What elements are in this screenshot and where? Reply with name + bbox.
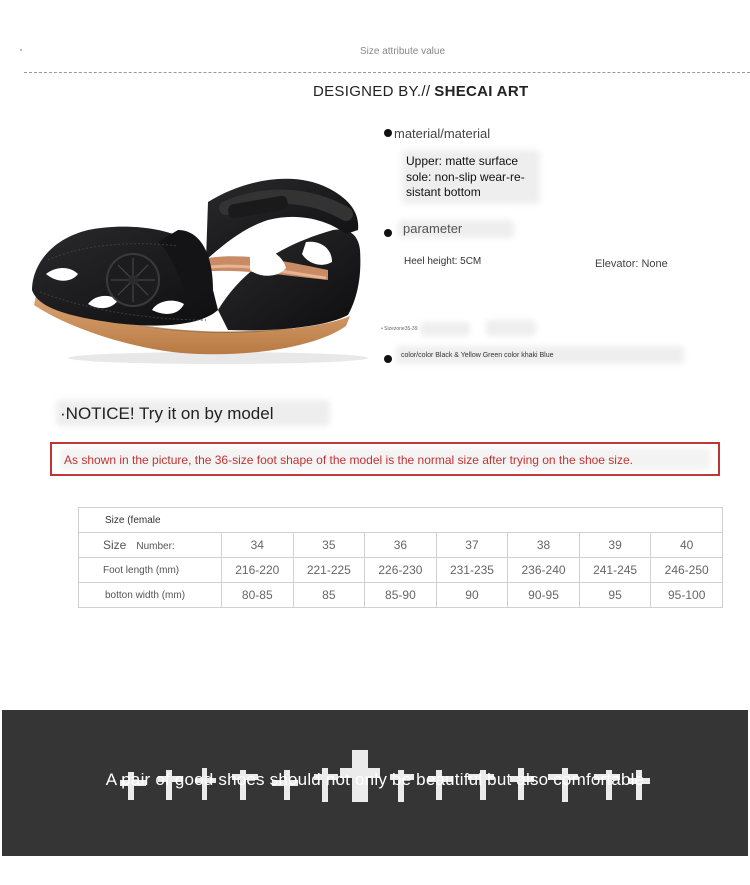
notice-message: As shown in the picture, the 36-size foot shape of the model is the normal size after trying on the shoe size. bbox=[64, 453, 633, 467]
material-sole-line1: sole: non-slip wear-re- bbox=[406, 169, 525, 184]
notice-title: ·NOTICE! Try it on by model bbox=[60, 404, 274, 423]
foot-length-cell: 226-230 bbox=[365, 558, 437, 583]
heel-height: Heel height: 5CM bbox=[404, 256, 482, 267]
bottom-width-label: botton width (mm) bbox=[79, 583, 222, 608]
foot-length-cell: 241-245 bbox=[579, 558, 651, 583]
size-zone: • Sizezone35-39 bbox=[381, 326, 418, 332]
size-attribute-label: Size attribute value bbox=[359, 46, 446, 57]
number-label: Number: bbox=[136, 541, 175, 552]
notice-box bbox=[50, 442, 720, 476]
foot-length-cell: 216-220 bbox=[222, 558, 294, 583]
table-header-row bbox=[79, 508, 723, 533]
dashed-divider bbox=[24, 72, 750, 73]
designed-by-title bbox=[313, 83, 528, 100]
parameter-bullet-icon bbox=[384, 229, 392, 237]
size-zone-highlight bbox=[420, 322, 470, 336]
brand-name: SHECAI ART bbox=[434, 83, 529, 100]
size-cell: 40 bbox=[651, 533, 723, 558]
size-chart-table bbox=[78, 507, 723, 608]
bottom-width-cell: 85-90 bbox=[365, 583, 437, 608]
material-details bbox=[406, 154, 525, 201]
foot-length-label: Foot length (mm) bbox=[79, 558, 222, 583]
parameter-heading: parameter bbox=[403, 221, 463, 236]
bottom-width-cell: 95 bbox=[579, 583, 651, 608]
size-label: Size bbox=[103, 538, 127, 552]
designed-prefix: DESIGNED BY.// bbox=[313, 83, 431, 100]
size-cell: 36 bbox=[365, 533, 437, 558]
material-heading: material/material bbox=[394, 126, 491, 141]
table-row-bottom-width bbox=[79, 583, 723, 608]
foot-length-cell: 246-250 bbox=[651, 558, 723, 583]
bottom-width-cell: 95-100 bbox=[651, 583, 723, 608]
material-upper: Upper: matte surface bbox=[406, 154, 519, 168]
size-label-cell bbox=[79, 533, 222, 558]
table-row-foot-length bbox=[79, 558, 723, 583]
size-cell: 38 bbox=[508, 533, 580, 558]
color-options: color/color Black & Yellow Green color khaki Blue bbox=[401, 352, 554, 359]
foot-length-cell: 236-240 bbox=[508, 558, 580, 583]
bottom-width-cell: 80-85 bbox=[222, 583, 294, 608]
sandal-product-image bbox=[28, 150, 378, 370]
slogan-text: A pair of good shoes should not only be beautiful but also comfortable bbox=[105, 770, 645, 789]
material-sole-line2: sistant bottom bbox=[406, 185, 481, 199]
size-cell: 35 bbox=[293, 533, 365, 558]
size-chart-header: Size (female bbox=[79, 508, 723, 533]
material-bullet-icon bbox=[384, 129, 392, 137]
colors-bullet-icon bbox=[384, 355, 392, 363]
foot-length-cell: 221-225 bbox=[293, 558, 365, 583]
foot-length-cell: 231-235 bbox=[436, 558, 508, 583]
elevator-value: Elevator: None bbox=[595, 258, 668, 270]
size-cell: 37 bbox=[436, 533, 508, 558]
table-row-size bbox=[79, 533, 723, 558]
bottom-width-cell: 90 bbox=[436, 583, 508, 608]
size-cell: 39 bbox=[579, 533, 651, 558]
bottom-width-cell: 90-95 bbox=[508, 583, 580, 608]
size-zone-highlight-2 bbox=[486, 320, 536, 336]
size-cell: 34 bbox=[222, 533, 294, 558]
bottom-width-cell: 85 bbox=[293, 583, 365, 608]
